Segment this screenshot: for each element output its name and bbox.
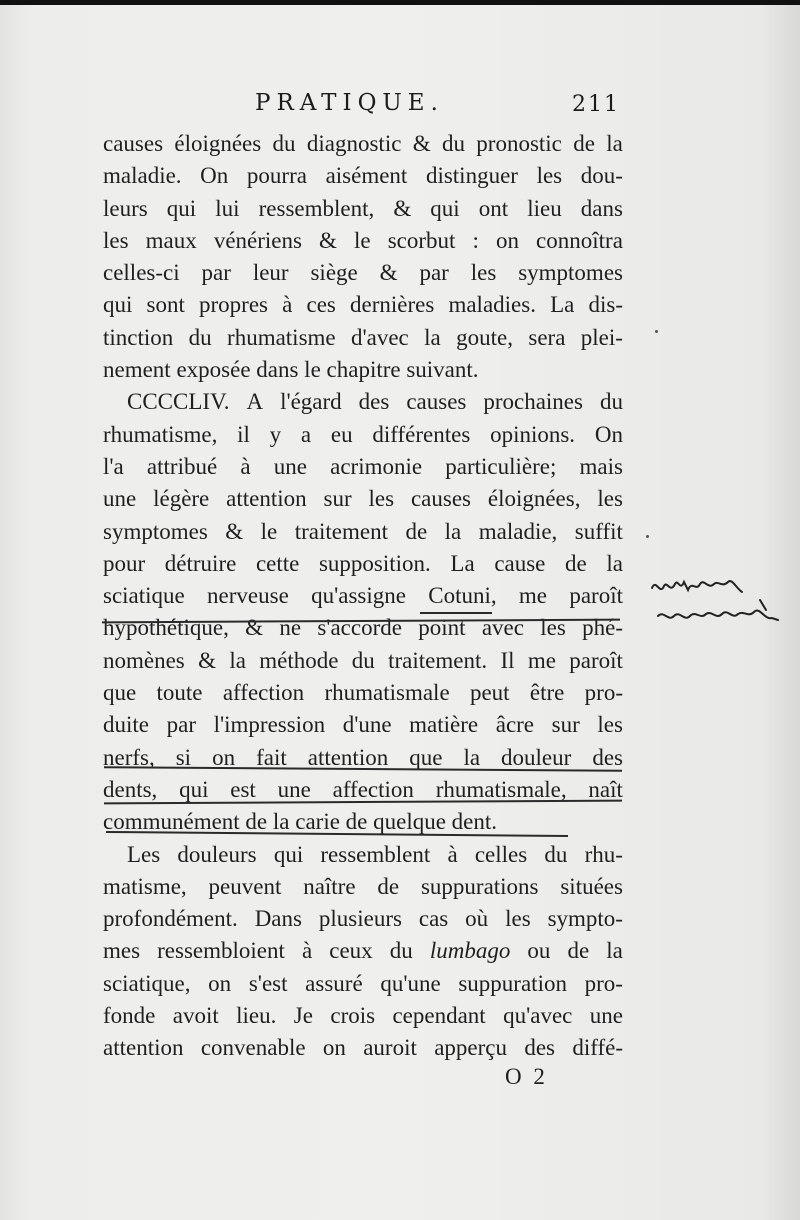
word: sciatique, (103, 970, 191, 996)
word: des (592, 744, 623, 770)
word: avoit (172, 1003, 219, 1029)
word: nomènes (103, 647, 185, 673)
word: & (412, 131, 431, 156)
word: cas (418, 906, 449, 932)
word: & (245, 615, 264, 641)
word: ou (527, 938, 551, 964)
word: lui (215, 195, 240, 221)
word: détruire (164, 550, 237, 576)
word: qui (166, 195, 197, 221)
word: l'a (103, 453, 124, 479)
word: plusieurs (318, 906, 402, 932)
word: rhu- (584, 841, 623, 867)
word: matisme, (103, 873, 187, 899)
text-line (103, 1032, 623, 1064)
word: une (273, 453, 307, 479)
word: qu'assigne (311, 583, 406, 609)
word: des (358, 389, 390, 415)
word: causes (406, 389, 467, 415)
word: supposition. (318, 550, 431, 576)
word: lieu. (236, 1003, 277, 1029)
word: suppuration (458, 970, 567, 996)
word: profondément. (103, 906, 238, 932)
word: naître (303, 873, 356, 899)
page-top-edge (0, 0, 800, 5)
word: dans (580, 195, 623, 221)
word: causes (103, 131, 164, 156)
word: d'avec (351, 324, 409, 350)
word: les (368, 486, 395, 512)
word: on (208, 970, 232, 996)
text-line: nement exposée dans le chapitre suivant. (103, 357, 479, 383)
word: attention (307, 744, 389, 770)
word: pro- (584, 680, 623, 706)
word: dou- (580, 163, 623, 189)
word: nerfs, (103, 744, 155, 770)
word: de (565, 550, 587, 576)
word: matière (409, 712, 479, 738)
word: la (424, 324, 441, 350)
word: les (540, 615, 566, 641)
word: distinguer (425, 163, 518, 189)
word: qu'une (380, 970, 441, 996)
word: & (319, 227, 337, 253)
word: les (505, 906, 531, 932)
word: peuvent (208, 873, 282, 899)
text-line (103, 257, 623, 289)
word: rhumatismale, (435, 776, 567, 802)
text-line: communément de la carie de quelque dent. (103, 809, 498, 835)
word: que (409, 744, 443, 770)
word: s'est (248, 970, 288, 996)
word: CCCCLIV. (127, 389, 230, 415)
text-line (103, 160, 623, 192)
word: peut (469, 680, 510, 706)
word: naît (588, 776, 623, 802)
word: fonde (103, 1003, 156, 1029)
word: douleurs (177, 841, 257, 867)
word: attention (103, 1035, 184, 1061)
word: les (470, 260, 497, 286)
text-line (103, 968, 623, 1000)
text-line (103, 612, 623, 644)
word: convenable (200, 1035, 306, 1061)
page-header (0, 90, 800, 130)
word: rhumatisme, (103, 421, 218, 447)
word: le (260, 518, 278, 544)
text-line (103, 935, 623, 967)
word: éloignées, (487, 486, 581, 512)
word: la (606, 131, 623, 156)
word: ressemblent (320, 841, 431, 867)
word: toute (156, 680, 203, 706)
word: par (419, 260, 449, 286)
word: suppurations (420, 873, 539, 899)
word: de (377, 873, 400, 899)
word: traitement. (388, 647, 488, 673)
text-line (103, 871, 623, 903)
word: assuré (305, 970, 363, 996)
word: tinction (103, 324, 174, 350)
pen-underline-cotuni (420, 612, 492, 614)
text-line (103, 677, 623, 709)
word: dents, (103, 776, 158, 802)
word: la (229, 647, 246, 673)
word: une (277, 776, 311, 802)
word: des (524, 1035, 555, 1061)
word: qui (273, 841, 304, 867)
word: siège (310, 260, 358, 286)
word: la (606, 550, 623, 576)
word: si (175, 744, 192, 770)
word: qui (179, 776, 209, 802)
word: cette (255, 550, 300, 576)
word: s'accorde (317, 615, 402, 641)
word: phé- (582, 615, 623, 641)
word: la (444, 518, 462, 544)
word: point (418, 615, 466, 641)
word: avec (481, 615, 524, 641)
word: Il (500, 647, 515, 673)
word: maladie. (103, 163, 182, 189)
paper-speck (655, 330, 658, 333)
word: les (597, 486, 623, 512)
text-line (103, 289, 623, 321)
word: situées (560, 873, 623, 899)
text-line (103, 225, 623, 257)
word: du (272, 131, 296, 156)
word: Les (127, 841, 161, 867)
word: pourra (246, 163, 307, 189)
word: connoîtra (536, 227, 623, 253)
word: acrimonie (330, 453, 423, 479)
word: on (322, 1035, 346, 1061)
text-line (103, 1000, 623, 1032)
word: causes (410, 486, 471, 512)
word: du (188, 324, 212, 350)
word: symptomes (103, 518, 208, 544)
text-line (103, 645, 623, 677)
word: La (450, 550, 475, 576)
text-line (103, 580, 623, 612)
word: cependant (392, 1003, 486, 1029)
word: est (230, 776, 256, 802)
word: à (301, 938, 313, 964)
word: affection (332, 776, 414, 802)
word: du (599, 389, 623, 415)
word: par (201, 260, 231, 286)
word: une (103, 486, 137, 512)
word: attention (226, 486, 307, 512)
word: ressemblent, (258, 195, 375, 221)
word: les (103, 227, 129, 253)
word: du (544, 841, 568, 867)
word: à (240, 453, 251, 479)
word: prochaines (483, 389, 583, 415)
running-head: PRATIQUE. (255, 90, 444, 116)
word: cause (494, 550, 546, 576)
word: être (529, 680, 565, 706)
word: on (212, 744, 236, 770)
word: crois (330, 1003, 376, 1029)
word: qu'avec (503, 1003, 573, 1029)
word: à (282, 292, 293, 318)
body-text (103, 128, 623, 1065)
word: A (246, 389, 264, 415)
text-line (103, 516, 623, 548)
text-line (103, 709, 623, 741)
text-line (103, 451, 623, 483)
word: les (597, 712, 623, 738)
word: apperçu (434, 1035, 507, 1061)
page-number: 211 (572, 92, 620, 117)
word: particulière; (445, 453, 557, 479)
word: ressembloient (157, 938, 285, 964)
word: duite (103, 712, 149, 738)
word: pronostic (476, 131, 562, 156)
word: plei- (580, 324, 623, 350)
word: traitement (294, 518, 388, 544)
word: par (166, 712, 196, 738)
word: diagnostic (306, 131, 402, 156)
word: à (447, 841, 458, 867)
word: auroit (363, 1035, 417, 1061)
text-line (103, 128, 623, 160)
word: les (536, 163, 563, 189)
word: a (300, 421, 312, 447)
word: nerveuse (207, 583, 289, 609)
word: leurs (103, 195, 148, 221)
word: légère (153, 486, 210, 512)
word: lumbago (429, 938, 511, 964)
word: On (594, 421, 623, 447)
word: le (354, 227, 371, 253)
word: douleur (501, 744, 572, 770)
word: rhumatisme (227, 324, 336, 350)
word: sont (146, 292, 185, 318)
paper-speck (646, 535, 649, 538)
word: Je (293, 1003, 313, 1029)
text-line (103, 483, 623, 515)
word: affection (222, 680, 305, 706)
word: mes (103, 938, 141, 964)
word: celles (474, 841, 528, 867)
word: scorbut (387, 227, 456, 253)
word: leur (252, 260, 289, 286)
word: propres (199, 292, 268, 318)
word: & (393, 195, 412, 221)
word: une (589, 1003, 623, 1029)
word: méthode (259, 647, 339, 673)
word: âcre (495, 712, 535, 738)
word: suffit (574, 518, 623, 544)
word: éloignées (174, 131, 262, 156)
word: du (351, 647, 375, 673)
word: l'égard (280, 389, 342, 415)
text-line (103, 419, 623, 451)
word: ont (478, 195, 509, 221)
word: du (441, 131, 465, 156)
word: me (527, 647, 556, 673)
word: attribué (146, 453, 218, 479)
word: de (405, 518, 428, 544)
word: celles-ci (103, 260, 180, 286)
word: me (518, 583, 548, 609)
signature-mark: O 2 (505, 1064, 548, 1089)
word: & (379, 260, 398, 286)
word: maladie, (478, 518, 558, 544)
word: & (198, 647, 216, 673)
word: y (269, 421, 282, 447)
word: sympto- (547, 906, 623, 932)
text-line (103, 839, 623, 871)
handwriting-icon (648, 570, 788, 640)
word: de (567, 938, 590, 964)
text-line (103, 903, 623, 935)
word: maladies. (448, 292, 536, 318)
word: d'une (342, 712, 392, 738)
word: eu (330, 421, 353, 447)
word: ceux (329, 938, 373, 964)
word: qui (430, 195, 460, 221)
handwritten-margin-note (648, 570, 788, 640)
word: ne (279, 615, 302, 641)
word: la (463, 744, 481, 770)
word: mais (579, 453, 623, 479)
word: pro- (584, 970, 623, 996)
word: La (550, 292, 575, 318)
word: goute, (456, 324, 513, 350)
word: paroît (569, 583, 623, 609)
word: fait (256, 744, 287, 770)
word: paroît (569, 647, 623, 673)
word: on (495, 227, 519, 253)
word: dernières (350, 292, 435, 318)
word: de (573, 131, 595, 156)
word: aisément (325, 163, 408, 189)
word: : (472, 227, 479, 253)
word: ces (306, 292, 336, 318)
word: sera (528, 324, 566, 350)
word: sciatique (103, 583, 185, 609)
word: On (200, 163, 229, 189)
word: lieu (527, 195, 562, 221)
text-line (103, 322, 623, 354)
word: Dans (254, 906, 302, 932)
word: que (103, 680, 137, 706)
word: la (606, 938, 623, 964)
word: il (237, 421, 250, 447)
word: vénériens (213, 227, 302, 253)
word: où (465, 906, 489, 932)
word: l'impression (213, 712, 326, 738)
word: sur (551, 712, 580, 738)
word: hypothétique, (103, 615, 229, 641)
word: & (225, 518, 244, 544)
word: symptomes (518, 260, 623, 286)
word: du (389, 938, 413, 964)
word: pour (103, 550, 146, 576)
word: Cotuni, (428, 583, 497, 609)
text-line (103, 548, 623, 580)
word: diffé- (572, 1035, 623, 1061)
word: qui (103, 292, 133, 318)
text-line (103, 386, 623, 418)
word: maux (145, 227, 197, 253)
word: rhumatismale (324, 680, 450, 706)
word: dis- (588, 292, 623, 318)
word: différentes (372, 421, 471, 447)
word: opinions. (490, 421, 576, 447)
text-line (103, 193, 623, 225)
word: sur (323, 486, 352, 512)
